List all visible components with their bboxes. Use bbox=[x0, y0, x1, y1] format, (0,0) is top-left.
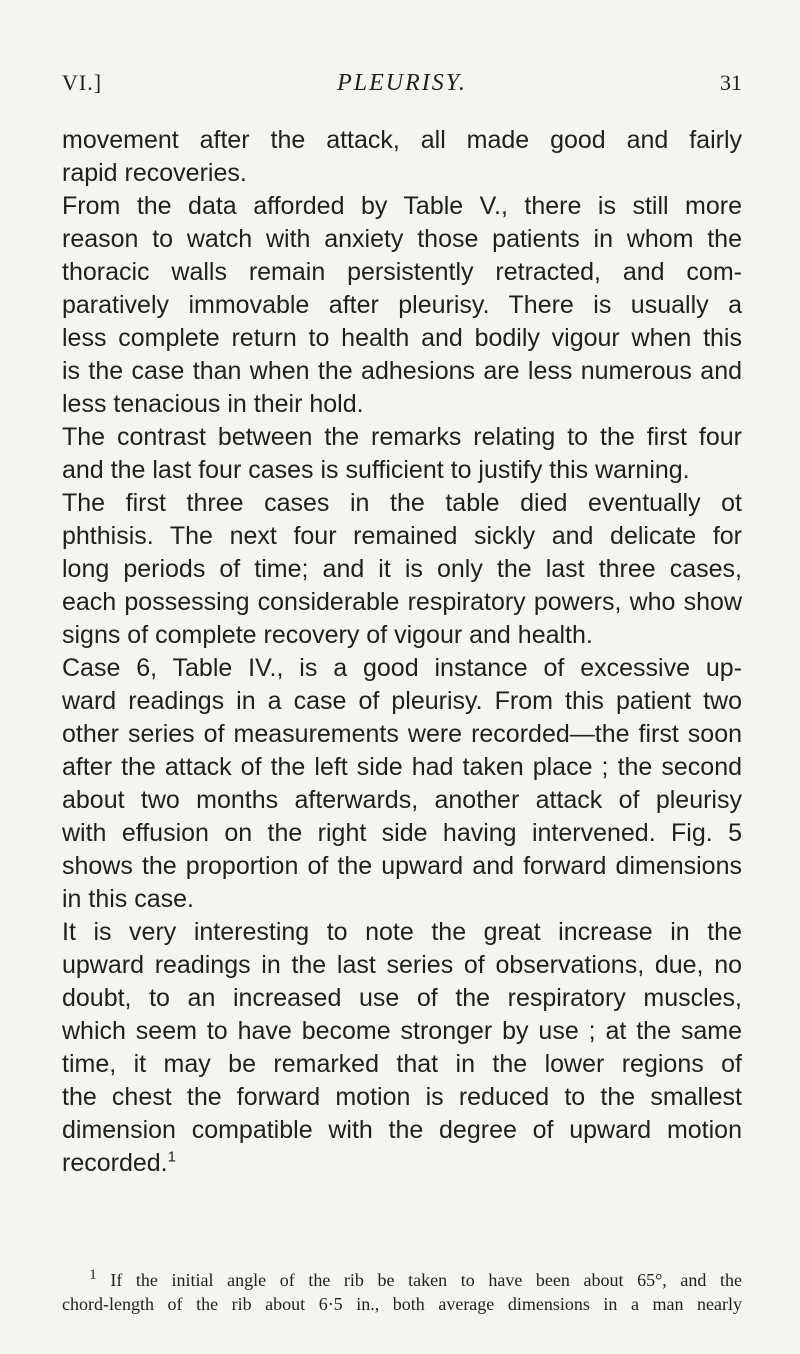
text-line: signs of complete recovery of vigour and health. bbox=[62, 621, 593, 649]
text-line: thoracic walls remain persistently retracted, and com- bbox=[62, 258, 742, 286]
text-line: upward readings in the last series of observations, due, no bbox=[62, 951, 742, 979]
text-line: other series of measurements were recorded—the first soon bbox=[62, 720, 742, 748]
text-line: From the data afforded by Table V., there is still more bbox=[62, 192, 742, 220]
text-line: about two months afterwards, another attack of pleurisy bbox=[62, 786, 742, 814]
text-line: less tenacious in their hold. bbox=[62, 390, 364, 418]
text-line: is the case than when the adhesions are less numerous and bbox=[62, 357, 742, 385]
body-text bbox=[62, 124, 742, 1180]
text-line: long periods of time; and it is only the last three cases, bbox=[62, 555, 742, 583]
text-line: ward readings in a case of pleurisy. From this patient two bbox=[62, 687, 742, 715]
text-line: after the attack of the left side had taken place ; the second bbox=[62, 753, 742, 781]
text-line: less complete return to health and bodily vigour when this bbox=[62, 324, 742, 352]
text-line: and the last four cases is sufficient to justify this warning. bbox=[62, 456, 690, 484]
footnote-marker-ref: 1 bbox=[89, 1267, 97, 1283]
footnote-marker: 1 bbox=[167, 1148, 176, 1166]
chapter-number: VI.] bbox=[62, 70, 103, 95]
text-line: recorded. bbox=[62, 1149, 168, 1177]
text-line: in this case. bbox=[62, 885, 195, 913]
footnote-line bbox=[62, 1268, 742, 1292]
text-line: with effusion on the right side having intervened. Fig. 5 bbox=[62, 819, 742, 847]
text-line: phthisis. The next four remained sickly and delicate for bbox=[62, 522, 742, 550]
text-line: which seem to have become stronger by use ; at the same bbox=[62, 1017, 742, 1045]
running-header bbox=[62, 70, 742, 102]
text-line: It is very interesting to note the great increase in the bbox=[62, 918, 742, 946]
footnote-line: chord-length of the rib about 6·5 in., both average dimensions in a man nearly bbox=[62, 1294, 742, 1314]
text-line: Case 6, Table IV., is a good instance of excessive up- bbox=[62, 654, 742, 682]
text-line: doubt, to an increased use of the respiratory muscles, bbox=[62, 984, 742, 1012]
text-line: The contrast between the remarks relating to the first four bbox=[62, 423, 742, 451]
text-line: dimension compatible with the degree of upward motion bbox=[62, 1116, 742, 1144]
text-line: each possessing considerable respiratory powers, who show bbox=[62, 588, 742, 616]
text-line: The first three cases in the table died eventually ot bbox=[62, 489, 742, 517]
text-line: shows the proportion of the upward and forward dimensions bbox=[62, 852, 742, 880]
text-line: time, it may be remarked that in the lower regions of bbox=[62, 1050, 742, 1078]
text-line: rapid recoveries. bbox=[62, 159, 247, 187]
page-number: 31 bbox=[720, 70, 742, 95]
text-line-last bbox=[62, 1147, 742, 1180]
text-line: reason to watch with anxiety those patients in whom the bbox=[62, 225, 742, 253]
running-title: PLEURISY. bbox=[337, 70, 467, 96]
text-line: paratively immovable after pleurisy. There is usually a bbox=[62, 291, 742, 319]
footnote bbox=[62, 1268, 742, 1316]
footnote-text: If the initial angle of the rib be taken to have been about 65°, and the bbox=[110, 1270, 742, 1290]
text-line: the chest the forward motion is reduced to the smallest bbox=[62, 1083, 742, 1111]
text-line: movement after the attack, all made good and fairly bbox=[62, 126, 742, 154]
